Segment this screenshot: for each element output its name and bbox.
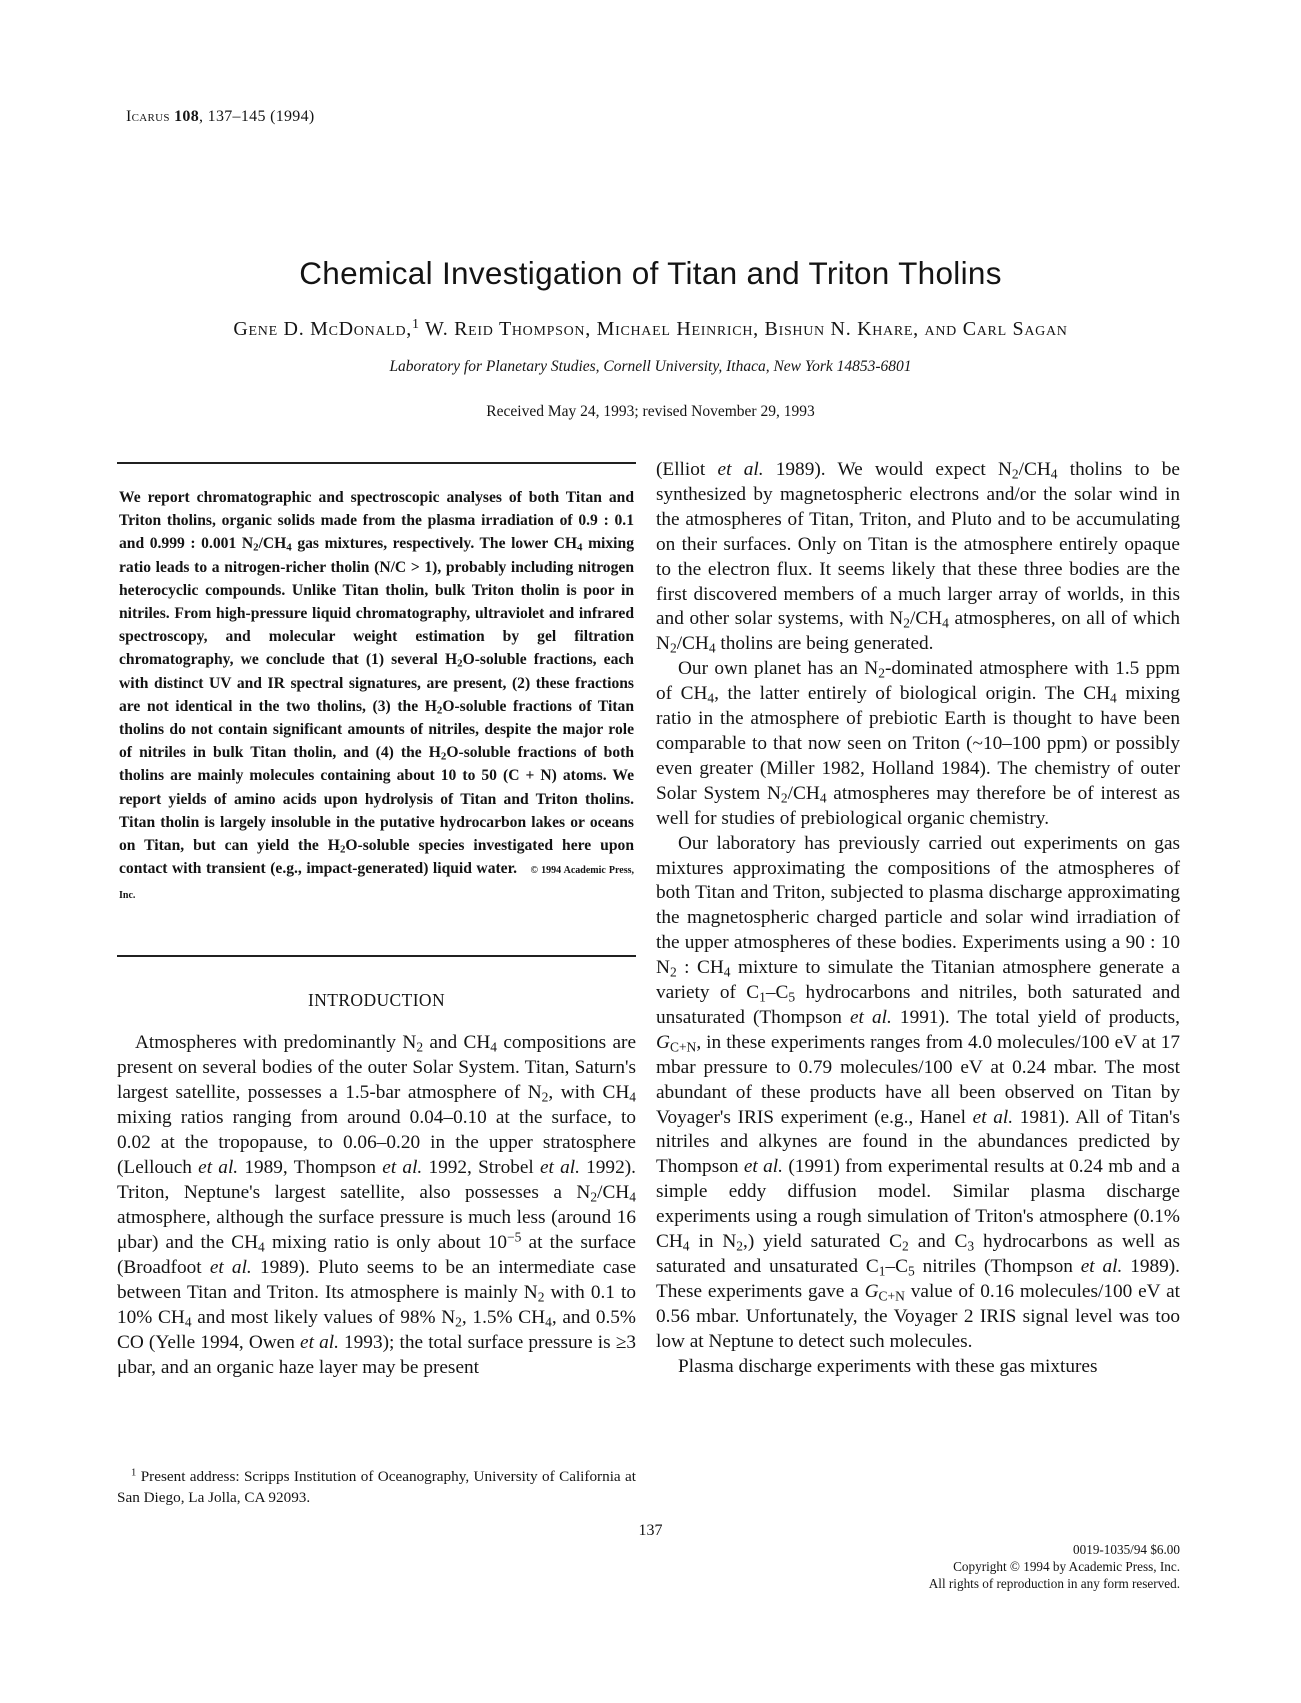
first-author: Gene D. McDonald, — [233, 318, 412, 340]
paragraph-continuation: (Elliot et al. 1989). We would expect $N_2/CH_4$ tholins to be synthesized by magnetospheric electrons and/or the solar wind in the atmospheres of Titan, Triton, and Pluto and to be accumulating on their surfaces. Only on Titan is the atmosphere entirely opaque to the electron flux. It seems likely that these three bodies are the first discovered members of a much larger array of worlds, in this and other solar systems, with $N_2/CH_4$ atmospheres, on all of which $N_2/CH_4$ tholins are being generated. — [656, 459, 1180, 656]
abstract-copyright: © 1994 Academic Press, Inc. — [119, 865, 635, 902]
article-code: 0019-1035/94 $6.00 — [1073, 1542, 1180, 1557]
affiliation: Laboratory for Planetary Studies, Cornell University, Ithaca, New York 14853-6801 — [389, 358, 912, 375]
author-footnote-marker: 1 — [411, 317, 420, 332]
rights-line: All rights of reproduction in any form reserved. — [928, 1576, 1180, 1591]
footnote-text: Present address: Scripps Institution of Oceanography, University of California at San Diego, La Jolla, CA 92093. — [117, 1468, 636, 1506]
page-number: 137 — [638, 1522, 663, 1539]
other-authors: W. Reid Thompson, Michael Heinrich, Bishun N. Khare, and Carl Sagan — [419, 318, 1068, 340]
right-column-text — [656, 458, 1180, 1380]
footnote — [117, 1466, 636, 1508]
article-title: Chemical Investigation of Titan and Triton Tholins — [299, 255, 1002, 291]
journal-name: Icarus — [126, 108, 170, 125]
footnote-marker: 1 — [131, 1467, 137, 1479]
publisher-info — [780, 1541, 1180, 1592]
page-range: 137–145 — [207, 108, 266, 125]
abstract-bottom-rule — [117, 955, 636, 957]
section-heading-introduction: INTRODUCTION — [307, 990, 445, 1010]
publication-year: (1994) — [270, 108, 315, 125]
paragraph-earth: Our own planet has an $N_2$-dominated atmosphere with 1.5 ppm of $CH_4$, the latter entirely of biological origin. The $CH_4$ mixing ratio in the atmosphere of prebiotic Earth is thought to have been comparable to that now seen on Triton (~10–100 ppm) or possibly even greater (Miller 1982, Holland 1984). The chemistry of outer Solar System $N_2/CH_4$ atmospheres may therefore be of interest as well for studies of prebiological organic chemistry. — [656, 658, 1181, 829]
running-head: Icarus 108, 137–145 (1994) — [126, 108, 315, 125]
abstract: We report chromatographic and spectroscopic analyses of both Titan and Triton tholins, organic solids made from the plasma irradiation of 0.9 : 0.1 and 0.999 : 0.001 $N_2/CH_4$ gas mixtures, respectively. The lower $CH_4$ mixing ratio leads to a nitrogen-richer tholin (N/C > 1), probably including nitrogen heterocyclic compounds. Unlike Titan tholin, bulk Triton tholin is poor in nitriles. From high-pressure liquid chromatography, ultraviolet and infrared spectroscopy, and molecular weight estimation by gel filtration chromatography, we conclude that (1) several $H_2O$-soluble fractions, each with distinct UV and IR spectral signatures, are present, (2) these fractions are not identical in the two tholins, (3) the $H_2O$-soluble fractions of Titan tholins do not contain significant amounts of nitriles, despite the major role of nitriles in bulk Titan tholin, and (4) the $H_2O$-soluble fractions of both tholins are mainly molecules containing about 10 to 50 (C + N) atoms. We report yields of amino acids upon hydrolysis of Titan and Triton tholins. Titan tholin is largely insoluble in the putative hydrocarbon lakes or oceans on Titan, but can yield the $H_2O$-soluble species investigated here upon contact with transient (e.g., impact-generated) liquid water. © 1994 Academic Press, Inc. — [119, 489, 635, 902]
copyright-line: Copyright © 1994 by Academic Press, Inc. — [953, 1559, 1180, 1574]
introduction-paragraph: Atmospheres with predominantly $N_2$ and $CH_4$ compositions are present on several bodies of the outer Solar System. Titan, Saturn's largest satellite, possesses a 1.5-bar atmosphere of $N_2$, with $CH_4$ mixing ratios ranging from around 0.04–0.10 at the surface, to 0.02 at the tropopause, to 0.06–0.20 in the upper stratosphere (Lellouch et al. 1989, Thompson et al. 1992, Strobel et al. 1992). Triton, Neptune's largest satellite, also possesses a $N_2/CH_4$ atmosphere, although the surface pressure is much less (around 16 μbar) and the $CH_4$ mixing ratio is only about $10^{-5}$ at the surface (Broadfoot et al. 1989). Pluto seems to be an intermediate case between Titan and Triton. Its atmosphere is mainly $N_2$ with 0.1 to 10% $CH_4$ and most likely values of 98% $N_2$, 1.5% $CH_4$, and 0.5% CO (Yelle 1994, Owen et al. 1993); the total surface pressure is ≥3 μbar, and an organic haze layer may be present — [117, 1032, 637, 1378]
paragraph-laboratory: Our laboratory has previously carried out experiments on gas mixtures approximating the compositions of the atmospheres of both Titan and Triton, subjected to plasma discharge approximating the magnetospheric charged particle and solar wind irradiation of the upper atmospheres of these bodies. Experiments using a 90 : 10 $N_2$ : $CH_4$ mixture to simulate the Titanian atmosphere generate a variety of $C_1-C_5$ hydrocarbons and nitriles, both saturated and unsaturated (Thompson et al. 1991). The total yield of products, $G_{C+N}$, in these experiments ranges from 4.0 molecules/100 eV at 17 mbar pressure to 0.79 molecules/100 eV at 0.24 mbar. The most abundant of these products have all been observed on Titan by Voyager's IRIS experiment (e.g., Hanel et al. 1981). All of Titan's nitriles and alkynes are found in the abundances predicted by Thompson et al. (1991) from experimental results at 0.24 mb and a simple eddy diffusion model. Similar plasma discharge experiments using a rough simulation of Triton's atmosphere (0.1% $CH_4$ in $N_2$,) yield saturated $C_2$ and $C_3$ hydrocarbons as well as saturated and unsaturated $C_1-C_5$ nitriles (Thompson et al. 1989). These experiments gave a $G_{C+N}$ value of 0.16 molecules/100 eV at 0.56 mbar. Unfortunately, the Voyager 2 IRIS signal level was too low at Neptune to detect such molecules. — [656, 832, 1180, 1352]
received-dates: Received May 24, 1993; revised November 29, 1993 — [486, 403, 815, 420]
volume-number: 108 — [174, 108, 200, 125]
author-list — [0, 318, 1301, 341]
paragraph-plasma: Plasma discharge experiments with these gas mixtures — [678, 1355, 1098, 1377]
abstract-top-rule — [117, 462, 636, 464]
